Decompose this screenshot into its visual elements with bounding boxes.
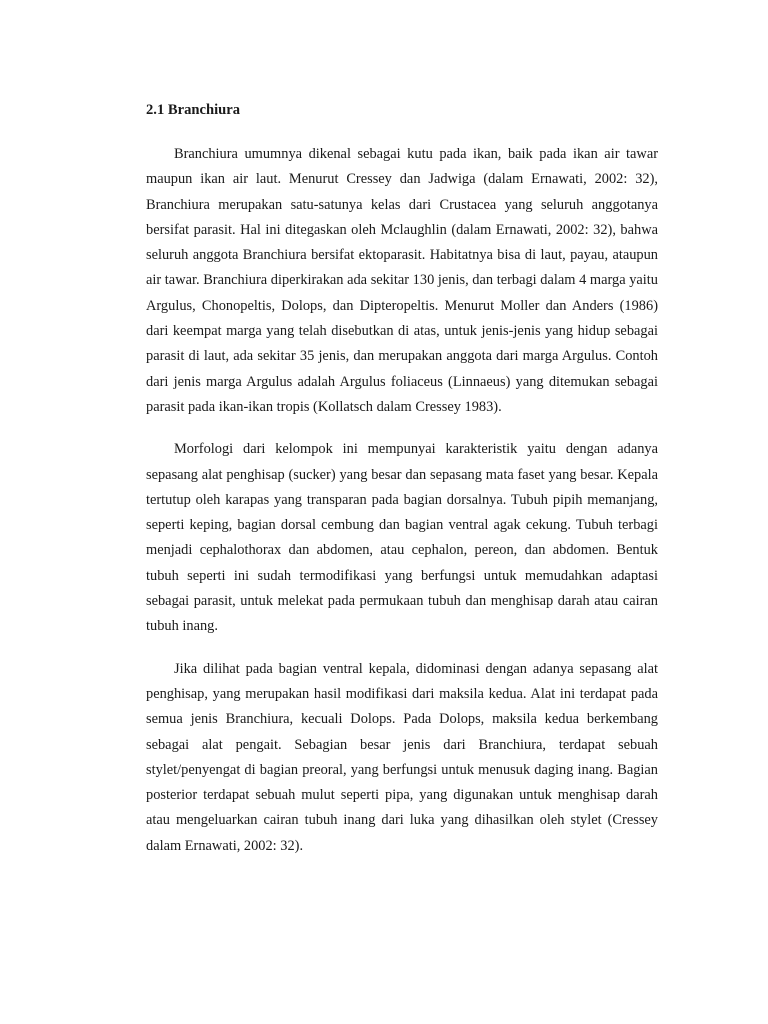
document-body: [146, 98, 658, 876]
section-heading: 2.1 Branchiura: [146, 102, 241, 118]
paragraph-introduction: Branchiura umumnya dikenal sebagai kutu pada ikan, baik pada ikan air tawar maupun ikan air laut. Menurut Cressey dan Jadwiga (dalam Ernawati, 2002: 32), Branchiura merupakan satu-satunya kelas dari Crustacea yang seluruh anggotanya bersifat parasit. Hal ini ditegaskan oleh Mclaughlin (dalam Ernawati, 2002: 32), bahwa seluruh anggota Branchiura bersifat ektoparasit. Habitatnya bisa di laut, payau, ataupun air tawar. Branchiura diperkirakan ada sekitar 130 jenis, dan terbagi dalam 4 marga yaitu Argulus, Chonopeltis, Dolops, dan Dipteropeltis. Menurut Moller dan Anders (1986) dari keempat marga yang telah disebutkan di atas, untuk jenis-jenis yang hidup sebagai parasit di laut, ada sekitar 35 jenis, dan merupakan anggota dari marga Argulus. Contoh dari jenis marga Argulus adalah Argulus foliaceus (Linnaeus) yang ditemukan sebagai parasit pada ikan-ikan tropis (Kollatsch dalam Cressey 1983).: [146, 146, 658, 415]
paragraph-morphology: Morfologi dari kelompok ini mempunyai karakteristik yaitu dengan adanya sepasang alat penghisap (sucker) yang besar dan sepasang mata faset yang besar. Kepala tertutup oleh karapas yang transparan pada bagian dorsalnya. Tubuh pipih memanjang, seperti keping, bagian dorsal cembung dan bagian ventral agak cekung. Tubuh terbagi menjadi cephalothorax dan abdomen, atau cephalon, pereon, dan abdomen. Bentuk tubuh seperti ini sudah termodifikasi yang berfungsi untuk memudahkan adaptasi sebagai parasit, untuk melekat pada permukaan tubuh dan menghisap darah atau cairan tubuh inang.: [146, 441, 658, 635]
paragraph-ventral-head: Jika dilihat pada bagian ventral kepala, didominasi dengan adanya sepasang alat penghisap, yang merupakan hasil modifikasi dari maksila kedua. Alat ini terdapat pada semua jenis Branchiura, kecuali Dolops. Pada Dolops, maksila kedua berkembang sebagai alat pengait. Sebagian besar jenis dari Branchiura, terdapat sebuah stylet/penyengat di bagian preoral, yang berfungsi untuk menusuk daging inang. Bagian posterior terdapat sebuah mulut seperti pipa, yang digunakan untuk menghisap darah atau mengeluarkan cairan tubuh inang dari luka yang dihasilkan oleh stylet (Cressey dalam Ernawati, 2002: 32).: [146, 660, 658, 854]
